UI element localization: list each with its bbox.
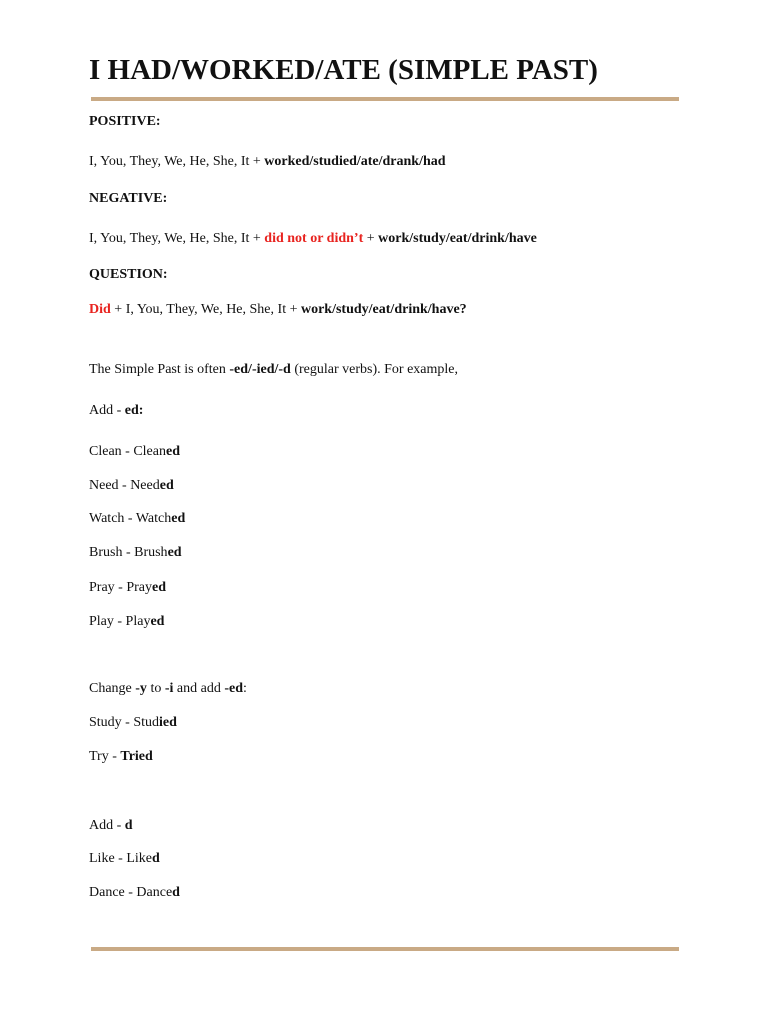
add-ed-heading-suffix: ed:: [124, 403, 144, 418]
change-y-text: Change: [89, 681, 136, 696]
example-study: [89, 713, 177, 733]
positive-subjects: I, You, They, We, He, She, It +: [89, 154, 265, 169]
intro-after: (regular verbs). For example,: [290, 362, 459, 377]
question-verbs: work/study/eat/drink/have?: [300, 302, 467, 317]
example-try: [89, 747, 153, 767]
example-like: [89, 849, 160, 869]
negative-aux: did not or didn’t: [264, 231, 364, 246]
example-dance: [89, 883, 180, 903]
example-play: [89, 612, 164, 632]
change-y-ending-ed: -ed: [224, 681, 243, 696]
change-y-heading: [89, 679, 247, 699]
intro-before: The Simple Past is often: [89, 362, 230, 377]
change-y-ending-y: -y: [135, 681, 147, 696]
negative-subjects: I, You, They, We, He, She, It +: [89, 231, 265, 246]
example-suffix: ed: [152, 580, 166, 595]
example-base: Study - Stud: [89, 715, 160, 730]
question-label: QUESTION:: [89, 267, 168, 282]
negative-plus: +: [363, 231, 379, 246]
intro-paragraph: [89, 360, 458, 380]
add-ed-heading: [89, 401, 143, 421]
question-aux: Did: [89, 302, 111, 317]
example-clean: [89, 442, 180, 462]
example-base: Clean - Clean: [89, 444, 166, 459]
example-base: Play - Play: [89, 614, 151, 629]
change-y-text: to: [146, 681, 165, 696]
intro-endings: -ed/-ied/-d: [229, 362, 291, 377]
example-suffix: ied: [159, 715, 177, 730]
example-base: Try -: [89, 749, 121, 764]
negative-rule: [89, 229, 537, 249]
example-suffix: d: [172, 885, 180, 900]
example-suffix: ed: [165, 444, 180, 459]
example-suffix: Tried: [120, 749, 153, 764]
example-watch: [89, 509, 185, 529]
example-pray: [89, 578, 166, 598]
positive-rule: [89, 152, 446, 172]
example-suffix: ed: [159, 478, 174, 493]
negative-label: NEGATIVE:: [89, 191, 168, 206]
bottom-divider: [91, 947, 679, 951]
example-base: Dance - Dance: [89, 885, 173, 900]
example-base: Need - Need: [89, 478, 160, 493]
example-suffix: ed: [150, 614, 165, 629]
change-y-ending-i: -i: [164, 681, 174, 696]
example-need: [89, 476, 174, 496]
question-rule: [89, 300, 467, 320]
example-suffix: d: [151, 851, 160, 866]
add-d-heading: [89, 816, 133, 836]
positive-verbs: worked/studied/ate/drank/had: [264, 154, 446, 169]
example-brush: [89, 543, 182, 563]
question-subjects: + I, You, They, We, He, She, It +: [110, 302, 301, 317]
example-suffix: ed: [167, 545, 182, 560]
example-base: Watch - Watch: [89, 511, 172, 526]
example-base: Brush - Brush: [89, 545, 168, 560]
change-y-text: and add: [173, 681, 225, 696]
example-base: Pray - Pray: [89, 580, 152, 595]
example-suffix: ed: [171, 511, 186, 526]
change-y-colon: :: [243, 681, 247, 696]
negative-verbs: work/study/eat/drink/have: [378, 231, 537, 246]
top-divider: [91, 97, 679, 101]
add-ed-heading-text: Add -: [89, 403, 125, 418]
add-d-heading-suffix: d: [124, 818, 133, 833]
add-d-heading-text: Add -: [89, 818, 125, 833]
example-base: Like - Like: [89, 851, 152, 866]
page-title: I HAD/WORKED/ATE (SIMPLE PAST): [89, 54, 598, 86]
positive-label: POSITIVE:: [89, 114, 161, 129]
